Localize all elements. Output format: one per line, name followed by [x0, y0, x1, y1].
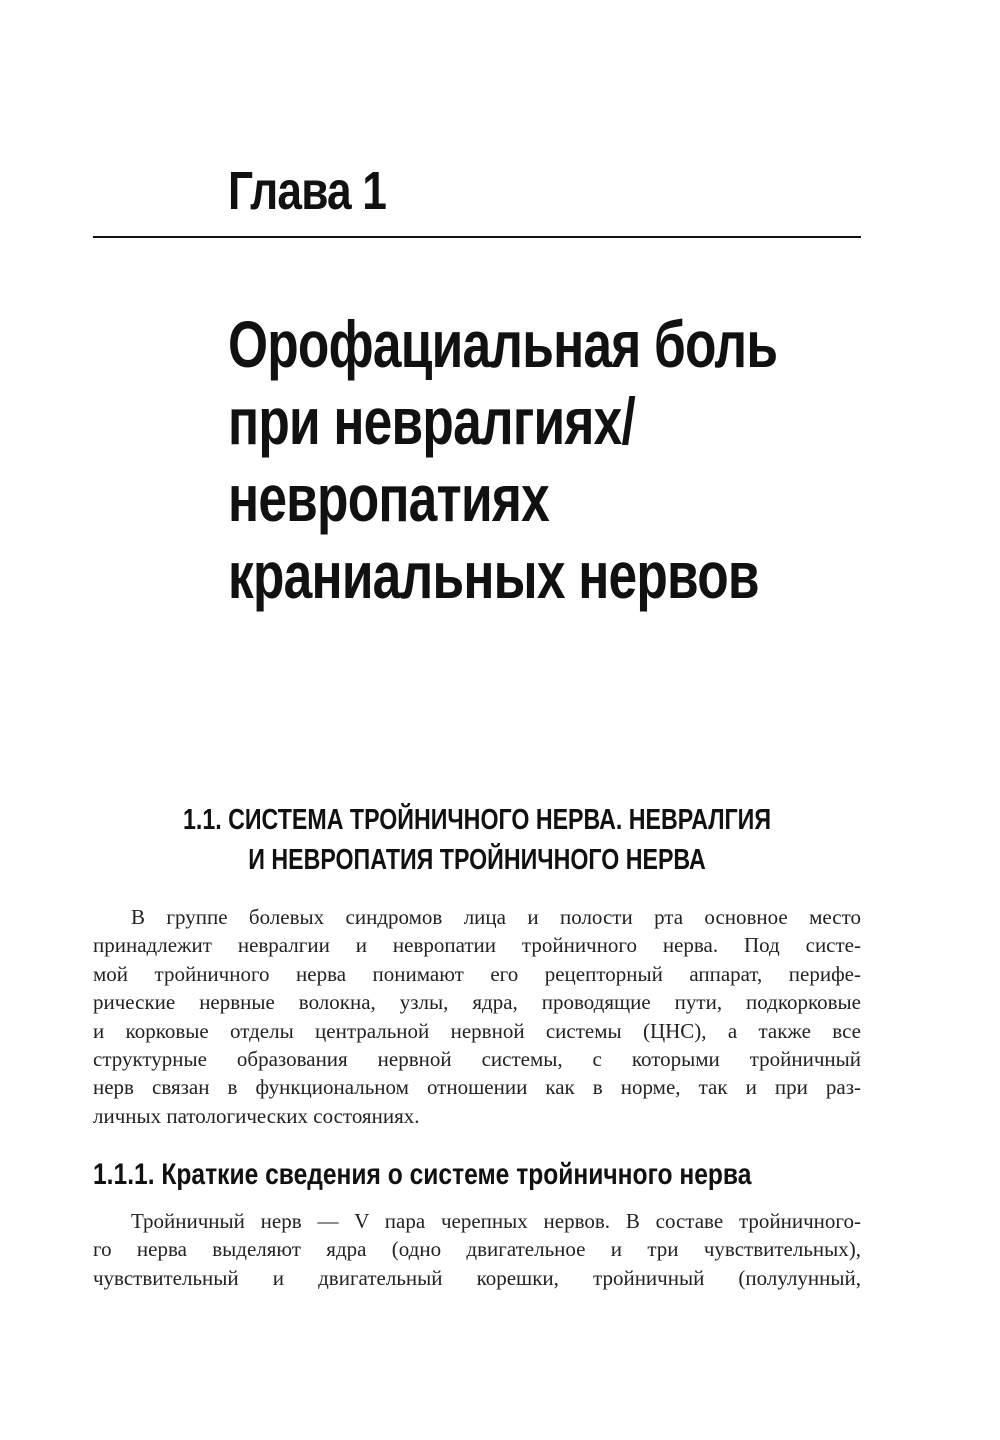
paragraph-line: го нерва выделяют ядра (одно двигательное и три чувствительных),: [93, 1237, 861, 1262]
paragraph-line: В группе болевых синдромов лица и полости рта основное место: [131, 905, 861, 929]
paragraph-line: принадлежит невралгии и невропатии тройничного нерва. Под систе-: [93, 933, 861, 958]
section-heading-line: И НЕВРОПАТИЯ ТРОЙНИЧНОГО НЕРВА: [248, 844, 706, 876]
section-heading-line: 1.1. СИСТЕМА ТРОЙНИЧНОГО НЕРВА. НЕВРАЛГИЯ: [182, 804, 772, 836]
chapter-title-line: невропатиях: [228, 461, 549, 535]
chapter-title: [228, 306, 777, 614]
chapter-divider: [93, 236, 861, 238]
subsection-heading: 1.1.1. Краткие сведения о системе тройничного нерва: [93, 1158, 752, 1191]
paragraph-line: структурные образования нервной системы, с которыми тройничный: [93, 1047, 861, 1072]
subsection-paragraph: [93, 1207, 861, 1292]
paragraph-line: чувствительный и двигательный корешки, тройничный (полулунный,: [93, 1265, 861, 1290]
chapter-label: Глава 1: [228, 161, 387, 221]
paragraph-line: и корковые отделы центральной нервной системы (ЦНС), а также все: [93, 1018, 861, 1043]
section-heading: [93, 800, 861, 880]
paragraph-line: личных патологических состояниях.: [93, 1103, 420, 1128]
chapter-title-line: при невралгиях/: [228, 384, 636, 458]
paragraph-line: Тройничный нерв — V пара черепных нервов. В составе тройничного-: [131, 1209, 861, 1233]
section-paragraph: [93, 903, 861, 1130]
chapter-title-line: Орофациальная боль: [228, 307, 778, 381]
paragraph-line: рические нервные волокна, узлы, ядра, проводящие пути, подкорковые: [93, 990, 861, 1015]
paragraph-line: мой тройничного нерва понимают его рецепторный аппарат, перифе-: [93, 961, 861, 986]
chapter-title-line: краниальных нервов: [228, 538, 759, 612]
paragraph-line: нерв связан в функциональном отношении как в норме, так и при раз-: [93, 1075, 861, 1100]
